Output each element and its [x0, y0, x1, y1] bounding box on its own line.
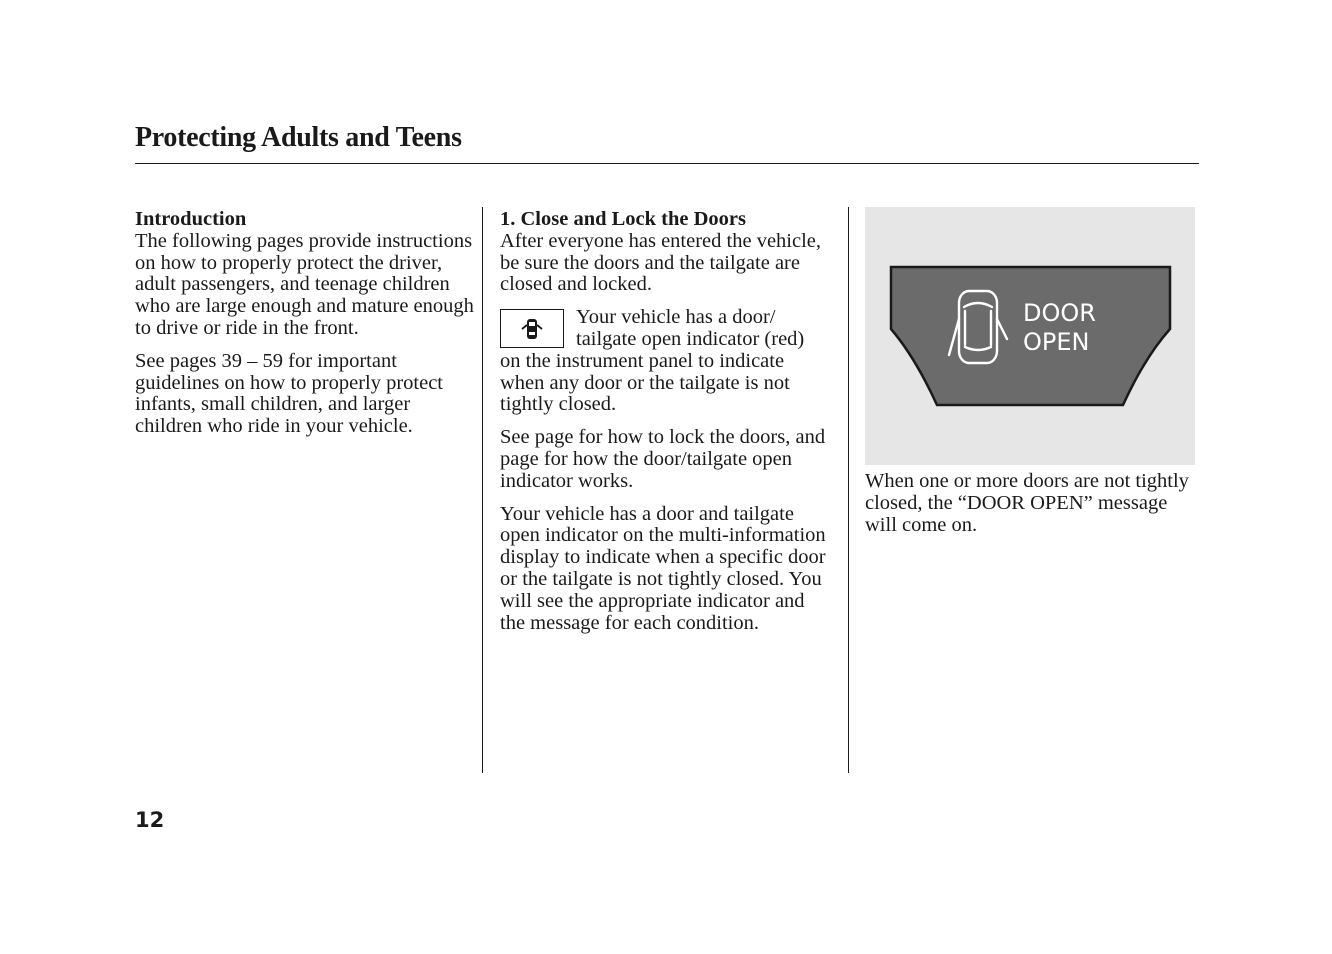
multi-information-display-figure — [865, 207, 1195, 465]
indicator-row — [500, 307, 832, 351]
header-divider — [135, 163, 1199, 164]
indicator-line-1: Your vehicle has a door/ — [576, 306, 776, 329]
indicator-line-2: tailgate open indicator (red) — [576, 327, 805, 350]
see-pages-paragraph: See pages 39 – 59 for important guidelines on how to properly protect infants, small children, and larger children who ride in your vehicle. — [135, 349, 444, 438]
door-open-indicator-svg — [517, 314, 547, 344]
page-number: 12 — [135, 808, 165, 832]
indicator-text-start — [576, 307, 804, 351]
multi-info-paragraph: Your vehicle has a door and tailgate open indicator on the multi-information display to indicate when a specific door or the tailgate is not tightly closed. You will see the appropriate indicator and the message for each condition. — [500, 502, 826, 634]
display-illustration — [865, 207, 1195, 465]
close-doors-paragraph: After everyone has entered the vehicle, be sure the doors and the tailgate are closed and locked. — [500, 229, 822, 296]
section-heading-close-lock-doors: 1. Close and Lock the Doors — [500, 208, 747, 230]
see-page-paragraph: See page for how to lock the doors, and page for how the door/tailgate open indicator works. — [500, 426, 826, 492]
figure-caption: When one or more doors are not tightly closed, the “DOOR OPEN” message will come on. — [865, 470, 1189, 536]
display-text-door: DOOR — [1023, 299, 1096, 327]
column-divider-1 — [482, 207, 483, 773]
door-open-indicator-icon — [500, 309, 564, 348]
column-close-lock-doors — [500, 209, 832, 645]
column-divider-2 — [848, 207, 849, 773]
section-heading-introduction: Introduction — [135, 208, 247, 230]
page-title: Protecting Adults and Teens — [135, 122, 462, 153]
display-text-open: OPEN — [1023, 328, 1090, 356]
column-display-figure — [865, 209, 1195, 547]
intro-paragraph: The following pages provide instructions on how to properly protect the driver, adult passengers, and teenage children who are large enough and mature enough to drive or ride in the front. — [135, 229, 474, 339]
column-introduction — [135, 209, 475, 449]
indicator-paragraph-rest: on the instrument panel to indicate when any door or the tailgate is not tightly closed. — [500, 349, 790, 416]
